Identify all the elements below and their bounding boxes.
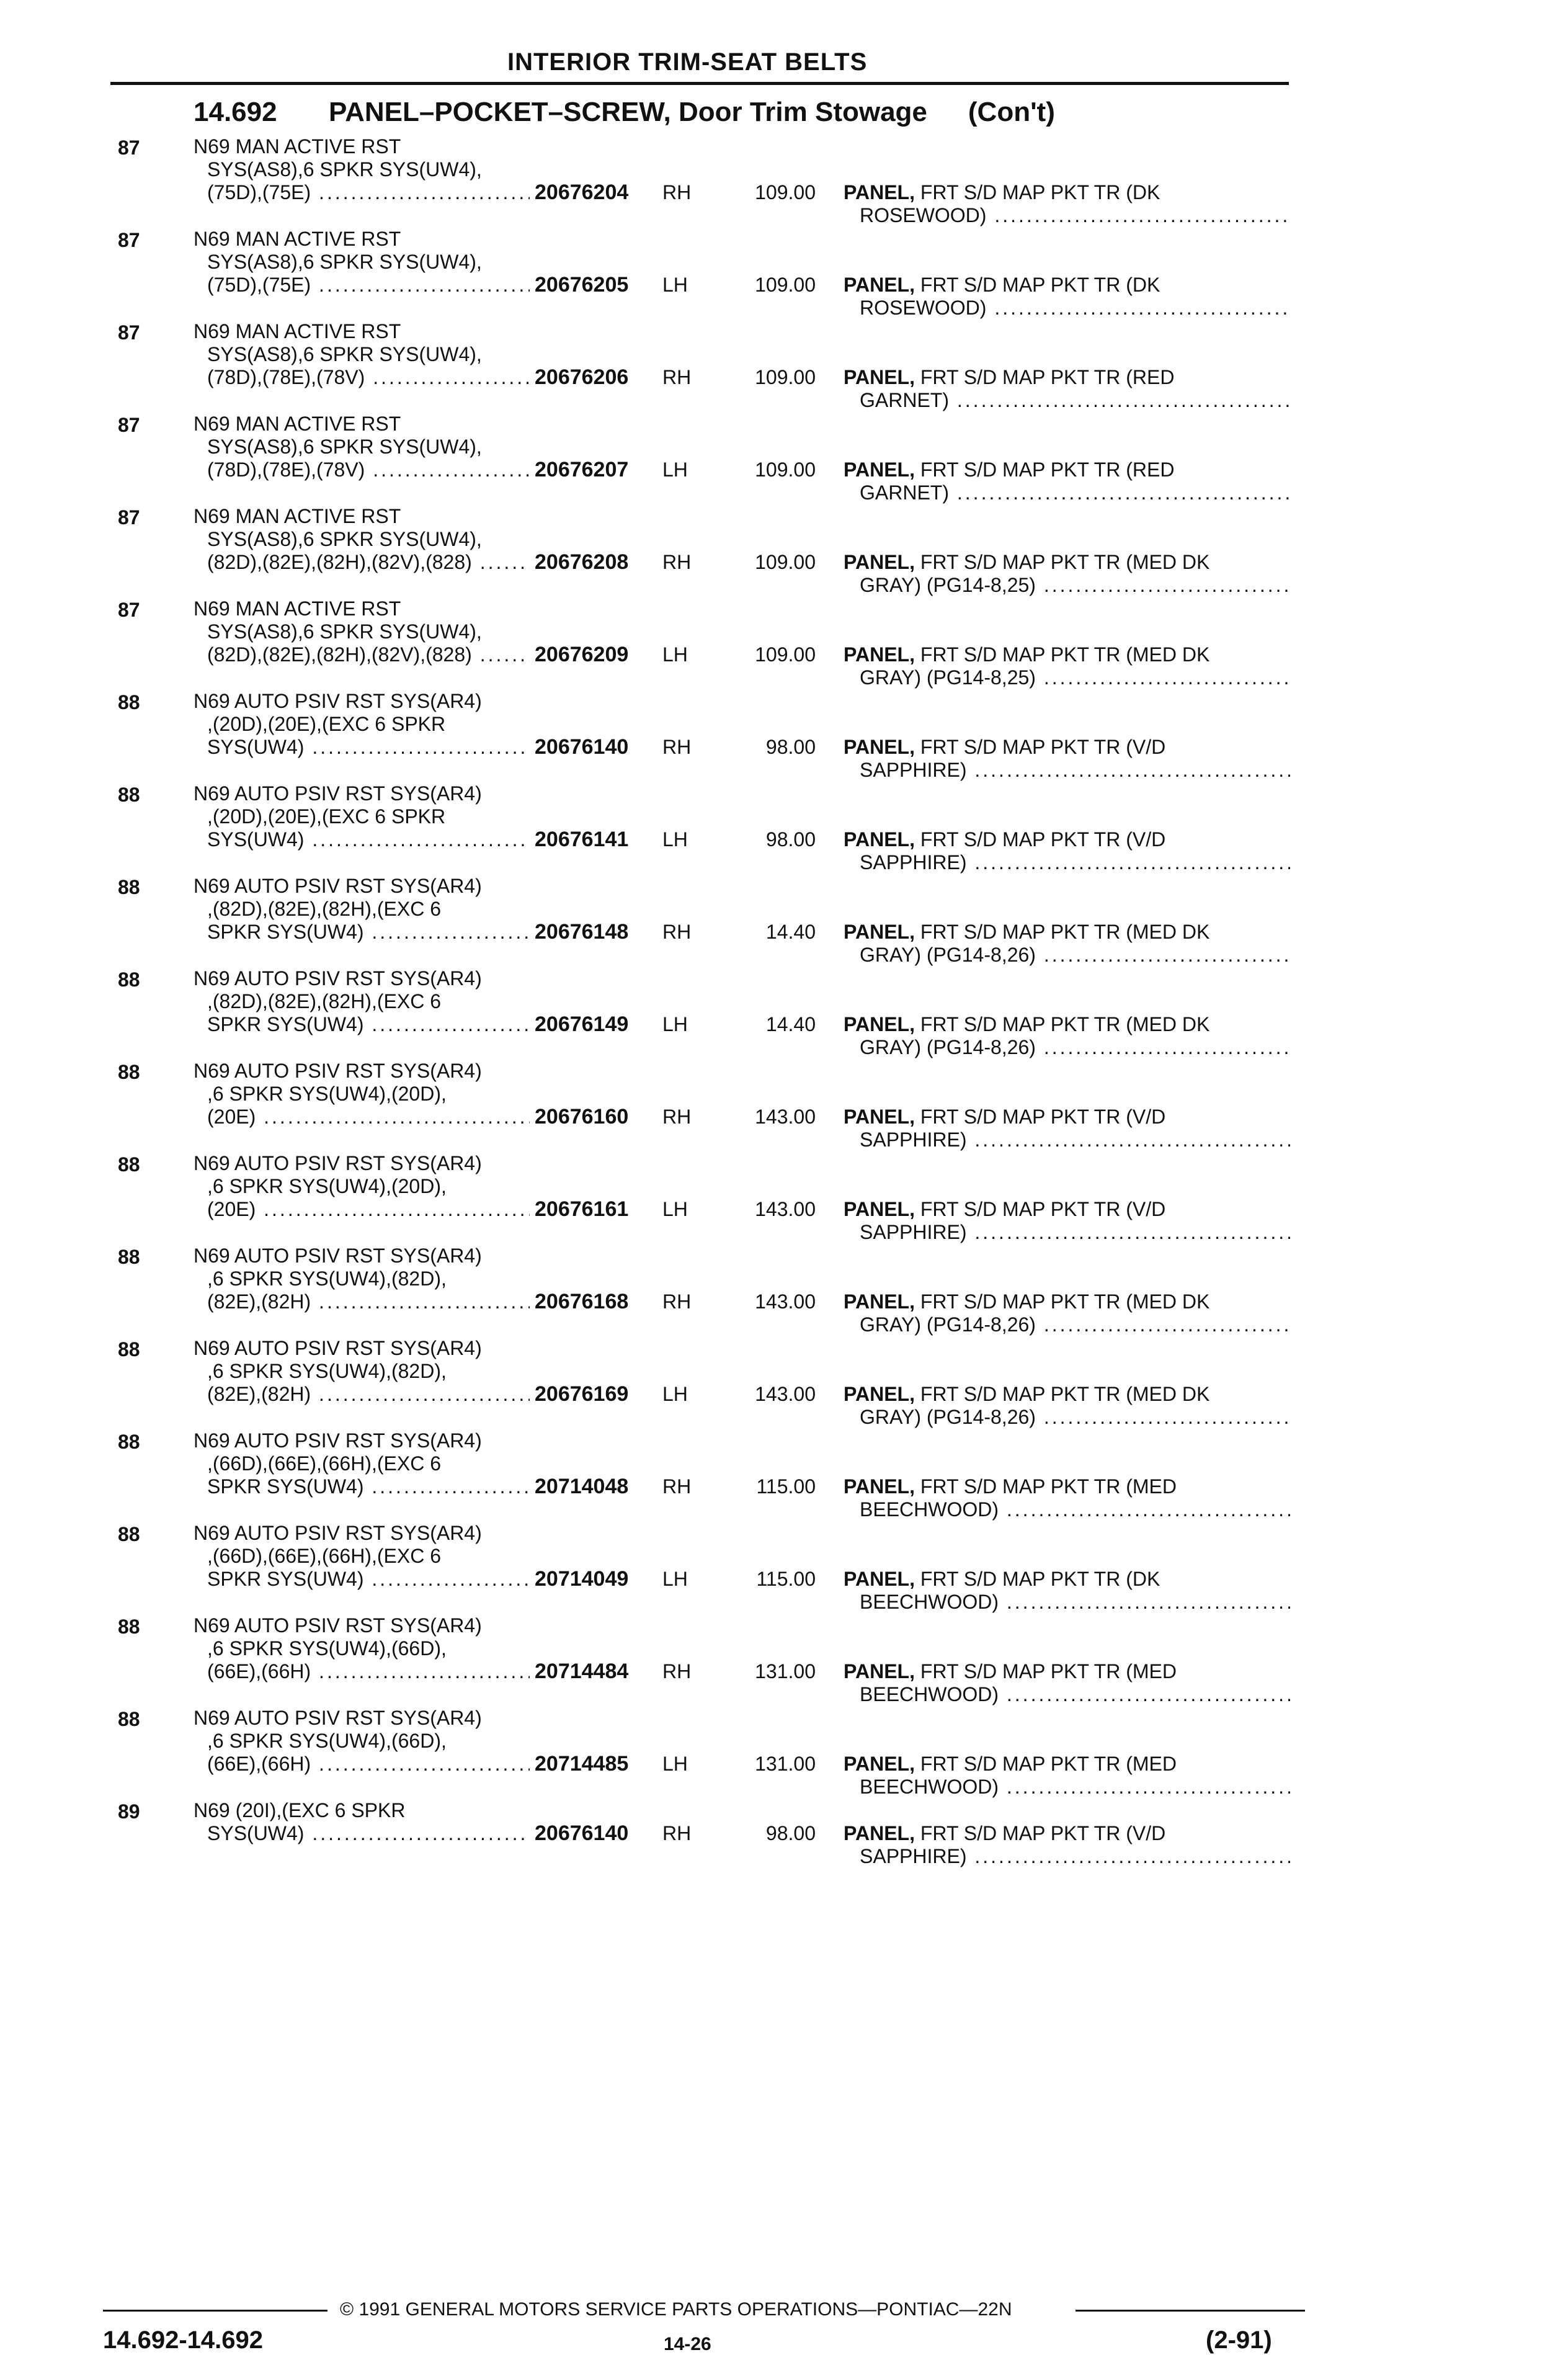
section-continued: (Con't) — [968, 97, 1055, 127]
part-description — [844, 1822, 1290, 1868]
part-number: 20676207 — [535, 458, 629, 481]
price: 98.00 — [765, 828, 816, 851]
part-description-line: PANEL, FRT S/D MAP PKT TR (MED — [844, 1753, 1177, 1775]
part-description — [844, 643, 1290, 689]
usage-line: N69 AUTO PSIV RST SYS(AR4) — [194, 1614, 482, 1637]
usage-line: N69 MAN ACTIVE RST — [194, 320, 401, 342]
section-number: 14.692 — [194, 97, 277, 127]
part-description-line: PANEL, FRT S/D MAP PKT TR (V/D — [844, 736, 1166, 758]
parts-entry — [0, 870, 1568, 966]
part-description-line: PANEL, FRT S/D MAP PKT TR (DK — [844, 181, 1160, 203]
part-description — [844, 736, 1290, 782]
part-number: 20714485 — [535, 1752, 629, 1776]
part-description-line: GRAY) (PG14-8,25) ..... — [844, 666, 1290, 689]
parts-entry — [0, 1702, 1568, 1798]
usage-line: SYS(UW4) ..... — [194, 1822, 530, 1845]
ref-number: 87 — [118, 414, 140, 436]
usage-line: N69 AUTO PSIV RST SYS(AR4) — [194, 1707, 482, 1729]
usage-line: SYS(AS8),6 SPKR SYS(UW4), — [207, 158, 482, 181]
usage-line: (20E) ..... — [194, 1106, 530, 1128]
usage-description — [194, 228, 530, 297]
part-description-line: PANEL, FRT S/D MAP PKT TR (MED DK — [844, 1383, 1210, 1405]
parts-entry — [0, 1055, 1568, 1151]
usage-line: (82D),(82E),(82H),(82V),(828) ..... — [194, 643, 530, 666]
parts-entry — [0, 1794, 1568, 1887]
usage-description — [194, 597, 530, 666]
usage-description — [194, 782, 530, 851]
parts-entry — [0, 962, 1568, 1058]
side-code: LH — [662, 828, 688, 851]
ref-number: 87 — [118, 506, 140, 529]
usage-line: SYS(UW4) ..... — [194, 828, 530, 851]
side-code: RH — [662, 366, 692, 388]
parts-entry — [0, 685, 1568, 781]
side-code: RH — [662, 1822, 692, 1844]
side-code: LH — [662, 1753, 688, 1775]
parts-entry — [0, 223, 1568, 319]
ref-number: 88 — [118, 1338, 140, 1361]
price: 143.00 — [755, 1383, 816, 1405]
parts-entry — [0, 130, 1568, 226]
usage-line: SPKR SYS(UW4) ..... — [194, 1013, 530, 1036]
parts-entry — [0, 500, 1568, 596]
part-number: 20676169 — [535, 1382, 629, 1406]
side-code: RH — [662, 1660, 692, 1682]
parts-entry — [0, 1424, 1568, 1521]
side-code: LH — [662, 643, 688, 666]
usage-description — [194, 1614, 530, 1683]
usage-description — [194, 135, 530, 204]
side-code: RH — [662, 736, 692, 758]
price: 14.40 — [765, 921, 816, 943]
footer-date: (2-91) — [1206, 2326, 1272, 2354]
usage-line: (75D),(75E) ..... — [194, 274, 530, 297]
part-number: 20714048 — [535, 1475, 629, 1498]
side-code: LH — [662, 458, 688, 481]
part-description — [844, 1660, 1290, 1706]
usage-line: N69 MAN ACTIVE RST — [194, 135, 401, 158]
section-title: PANEL–POCKET–SCREW, Door Trim Stowage — [329, 97, 927, 127]
usage-line: N69 AUTO PSIV RST SYS(AR4) — [194, 967, 482, 990]
price: 109.00 — [755, 181, 816, 203]
usage-description — [194, 320, 530, 389]
part-number: 20676209 — [535, 643, 629, 666]
usage-description — [194, 1152, 530, 1221]
usage-line: N69 AUTO PSIV RST SYS(AR4) — [194, 875, 482, 897]
usage-line: N69 MAN ACTIVE RST — [194, 505, 401, 527]
part-number: 20676148 — [535, 920, 629, 944]
parts-entry — [0, 1147, 1568, 1243]
usage-line: N69 AUTO PSIV RST SYS(AR4) — [194, 1152, 482, 1174]
side-code: RH — [662, 551, 692, 573]
ref-number: 87 — [118, 321, 140, 344]
usage-line: (78D),(78E),(78V) ..... — [194, 366, 530, 389]
usage-line: SYS(AS8),6 SPKR SYS(UW4), — [207, 251, 482, 273]
part-description-line: PANEL, FRT S/D MAP PKT TR (DK — [844, 274, 1160, 296]
usage-line: N69 AUTO PSIV RST SYS(AR4) — [194, 1245, 482, 1267]
side-code: LH — [662, 1383, 688, 1405]
part-description-line: PANEL, FRT S/D MAP PKT TR (MED DK — [844, 921, 1210, 943]
parts-entry — [0, 1332, 1568, 1428]
usage-line: ,6 SPKR SYS(UW4),(82D), — [207, 1360, 447, 1382]
usage-description — [194, 690, 530, 759]
part-number: 20676205 — [535, 273, 629, 297]
ref-number: 88 — [118, 1615, 140, 1638]
part-description-line: SAPPHIRE) ..... — [844, 1845, 1290, 1868]
part-description-line: GRAY) (PG14-8,25) ..... — [844, 574, 1290, 597]
parts-entry — [0, 1609, 1568, 1705]
parts-list — [0, 130, 1568, 1887]
usage-line: ,(82D),(82E),(82H),(EXC 6 — [207, 898, 441, 920]
footer-range: 14.692-14.692 — [103, 2326, 264, 2354]
part-description — [844, 366, 1290, 412]
part-number: 20714484 — [535, 1660, 629, 1683]
part-description-line: ROSEWOOD) ..... — [844, 204, 1290, 227]
price: 14.40 — [765, 1013, 816, 1035]
usage-description — [194, 1245, 530, 1313]
side-code: LH — [662, 274, 688, 296]
side-code: RH — [662, 1475, 692, 1498]
footer-page-number: 14-26 — [664, 2334, 711, 2354]
part-description-line: BEECHWOOD) ..... — [844, 1683, 1290, 1706]
usage-line: (82E),(82H) ..... — [194, 1290, 530, 1313]
price: 109.00 — [755, 274, 816, 296]
footer-rule-right — [1076, 2310, 1305, 2312]
part-number: 20676206 — [535, 365, 629, 389]
part-description-line: SAPPHIRE) ..... — [844, 1128, 1290, 1151]
price: 115.00 — [756, 1568, 816, 1590]
price: 98.00 — [765, 1822, 816, 1844]
usage-description — [194, 1799, 530, 1845]
part-number: 20676161 — [535, 1197, 629, 1221]
usage-line: N69 MAN ACTIVE RST — [194, 228, 401, 250]
usage-line: (78D),(78E),(78V) ..... — [194, 458, 530, 481]
usage-line: ,(66D),(66E),(66H),(EXC 6 — [207, 1545, 441, 1567]
usage-description — [194, 1337, 530, 1406]
part-description — [844, 1198, 1290, 1244]
usage-description — [194, 1522, 530, 1591]
usage-line: SYS(UW4) ..... — [194, 736, 530, 759]
part-description-line: GARNET) ..... — [844, 481, 1290, 504]
side-code: LH — [662, 1568, 688, 1590]
usage-line: N69 AUTO PSIV RST SYS(AR4) — [194, 1429, 482, 1452]
usage-line: N69 AUTO PSIV RST SYS(AR4) — [194, 690, 482, 712]
part-description-line: PANEL, FRT S/D MAP PKT TR (V/D — [844, 828, 1166, 851]
usage-line: SPKR SYS(UW4) ..... — [194, 1568, 530, 1591]
ref-number: 88 — [118, 1708, 140, 1730]
parts-entry — [0, 592, 1568, 689]
page-header — [110, 45, 1289, 85]
price: 115.00 — [756, 1475, 816, 1498]
usage-line: SPKR SYS(UW4) ..... — [194, 921, 530, 944]
usage-line: ,6 SPKR SYS(UW4),(82D), — [207, 1267, 447, 1290]
usage-line: ,(20D),(20E),(EXC 6 SPKR — [207, 805, 446, 828]
ref-number: 88 — [118, 691, 140, 713]
usage-line: SYS(AS8),6 SPKR SYS(UW4), — [207, 620, 482, 643]
part-description — [844, 551, 1290, 597]
part-description-line: PANEL, FRT S/D MAP PKT TR (MED DK — [844, 1013, 1210, 1035]
usage-line: ,(82D),(82E),(82H),(EXC 6 — [207, 990, 441, 1012]
part-description-line: SAPPHIRE) ..... — [844, 759, 1290, 782]
price: 143.00 — [755, 1198, 816, 1220]
part-number: 20676140 — [535, 1821, 629, 1845]
part-description-line: PANEL, FRT S/D MAP PKT TR (RED — [844, 458, 1175, 481]
part-description-line: PANEL, FRT S/D MAP PKT TR (RED — [844, 366, 1175, 388]
section-heading — [194, 97, 1055, 128]
parts-entry — [0, 1240, 1568, 1336]
parts-entry — [0, 315, 1568, 411]
ref-number: 87 — [118, 599, 140, 621]
part-description — [844, 181, 1290, 227]
parts-entry — [0, 1517, 1568, 1613]
part-description — [844, 1383, 1290, 1429]
usage-line: ,6 SPKR SYS(UW4),(66D), — [207, 1637, 447, 1660]
footer-copyright: © 1991 GENERAL MOTORS SERVICE PARTS OPERATIONS—PONTIAC—22N — [340, 2299, 1012, 2320]
usage-line: ,6 SPKR SYS(UW4),(66D), — [207, 1730, 447, 1752]
part-description-line: PANEL, FRT S/D MAP PKT TR (MED — [844, 1475, 1177, 1498]
part-description — [844, 458, 1290, 504]
ref-number: 87 — [118, 229, 140, 251]
side-code: RH — [662, 1290, 692, 1313]
ref-number: 88 — [118, 1153, 140, 1176]
part-description-line: PANEL, FRT S/D MAP PKT TR (MED DK — [844, 643, 1210, 666]
part-number: 20676168 — [535, 1290, 629, 1313]
part-description-line: GRAY) (PG14-8,26) ..... — [844, 944, 1290, 967]
part-number: 20676160 — [535, 1105, 629, 1128]
usage-description — [194, 875, 530, 944]
part-number: 20676149 — [535, 1012, 629, 1036]
ref-number: 88 — [118, 876, 140, 898]
usage-line: SPKR SYS(UW4) ..... — [194, 1475, 530, 1498]
side-code: LH — [662, 1013, 688, 1035]
ref-number: 88 — [118, 1523, 140, 1545]
part-description — [844, 1290, 1290, 1336]
usage-line: (75D),(75E) ..... — [194, 181, 530, 204]
part-description — [844, 1475, 1290, 1521]
usage-line: N69 MAN ACTIVE RST — [194, 597, 401, 620]
price: 143.00 — [755, 1290, 816, 1313]
ref-number: 89 — [118, 1800, 140, 1823]
parts-entry — [0, 408, 1568, 504]
usage-line: N69 AUTO PSIV RST SYS(AR4) — [194, 782, 482, 805]
usage-line: N69 AUTO PSIV RST SYS(AR4) — [194, 1060, 482, 1082]
usage-line: (82E),(82H) ..... — [194, 1383, 530, 1406]
part-description-line: ROSEWOOD) ..... — [844, 297, 1290, 320]
part-number: 20714049 — [535, 1567, 629, 1591]
part-description — [844, 1568, 1290, 1614]
part-description-line: PANEL, FRT S/D MAP PKT TR (MED — [844, 1660, 1177, 1682]
part-description-line: BEECHWOOD) ..... — [844, 1591, 1290, 1614]
usage-description — [194, 1429, 530, 1498]
usage-line: ,(66D),(66E),(66H),(EXC 6 — [207, 1452, 441, 1475]
ref-number: 88 — [118, 1431, 140, 1453]
side-code: LH — [662, 1198, 688, 1220]
usage-description — [194, 505, 530, 574]
usage-line: N69 MAN ACTIVE RST — [194, 413, 401, 435]
part-number: 20676208 — [535, 550, 629, 574]
side-code: RH — [662, 181, 692, 203]
part-description — [844, 1753, 1290, 1799]
side-code: RH — [662, 921, 692, 943]
price: 109.00 — [755, 458, 816, 481]
usage-line: SYS(AS8),6 SPKR SYS(UW4), — [207, 436, 482, 458]
part-description-line: GARNET) ..... — [844, 389, 1290, 412]
part-description — [844, 274, 1290, 320]
footer-rule-left — [103, 2310, 327, 2312]
price: 131.00 — [755, 1753, 816, 1775]
usage-line: (20E) ..... — [194, 1198, 530, 1221]
usage-line: N69 AUTO PSIV RST SYS(AR4) — [194, 1337, 482, 1359]
part-description-line: PANEL, FRT S/D MAP PKT TR (MED DK — [844, 551, 1210, 573]
usage-description — [194, 413, 530, 481]
part-description — [844, 921, 1290, 967]
usage-description — [194, 1060, 530, 1128]
parts-entry — [0, 777, 1568, 874]
part-number: 20676204 — [535, 181, 629, 204]
price: 98.00 — [765, 736, 816, 758]
ref-number: 88 — [118, 1246, 140, 1268]
part-description-line: BEECHWOOD) ..... — [844, 1776, 1290, 1799]
part-description-line: PANEL, FRT S/D MAP PKT TR (DK — [844, 1568, 1160, 1590]
part-description-line: GRAY) (PG14-8,26) ..... — [844, 1036, 1290, 1059]
part-description — [844, 828, 1290, 874]
price: 131.00 — [755, 1660, 816, 1682]
usage-line: SYS(AS8),6 SPKR SYS(UW4), — [207, 343, 482, 365]
price: 143.00 — [755, 1106, 816, 1128]
usage-line: N69 (20I),(EXC 6 SPKR — [194, 1799, 406, 1821]
usage-line: (66E),(66H) ..... — [194, 1753, 530, 1776]
part-description-line: PANEL, FRT S/D MAP PKT TR (V/D — [844, 1822, 1166, 1844]
part-number: 20676140 — [535, 735, 629, 759]
part-description-line: GRAY) (PG14-8,26) ..... — [844, 1313, 1290, 1336]
usage-line: ,6 SPKR SYS(UW4),(20D), — [207, 1083, 447, 1105]
price: 109.00 — [755, 643, 816, 666]
part-description-line: GRAY) (PG14-8,26) ..... — [844, 1406, 1290, 1429]
ref-number: 88 — [118, 1061, 140, 1083]
price: 109.00 — [755, 366, 816, 388]
usage-line: ,(20D),(20E),(EXC 6 SPKR — [207, 713, 446, 735]
page-title: INTERIOR TRIM-SEAT BELTS — [507, 48, 868, 76]
usage-description — [194, 1707, 530, 1776]
part-description-line: PANEL, FRT S/D MAP PKT TR (V/D — [844, 1198, 1166, 1220]
price: 109.00 — [755, 551, 816, 573]
usage-line: SYS(AS8),6 SPKR SYS(UW4), — [207, 528, 482, 550]
usage-line: ,6 SPKR SYS(UW4),(20D), — [207, 1175, 447, 1197]
part-description-line: PANEL, FRT S/D MAP PKT TR (V/D — [844, 1106, 1166, 1128]
part-description — [844, 1106, 1290, 1151]
part-description-line: SAPPHIRE) ..... — [844, 1221, 1290, 1244]
part-description-line: SAPPHIRE) ..... — [844, 851, 1290, 874]
usage-line: (82D),(82E),(82H),(82V),(828) ..... — [194, 551, 530, 574]
part-number: 20676141 — [535, 828, 629, 851]
usage-line: N69 AUTO PSIV RST SYS(AR4) — [194, 1522, 482, 1544]
ref-number: 88 — [118, 784, 140, 806]
part-description-line: BEECHWOOD) ..... — [844, 1498, 1290, 1521]
ref-number: 88 — [118, 968, 140, 991]
ref-number: 87 — [118, 136, 140, 159]
part-description — [844, 1013, 1290, 1059]
part-description-line: PANEL, FRT S/D MAP PKT TR (MED DK — [844, 1290, 1210, 1313]
side-code: RH — [662, 1106, 692, 1128]
usage-description — [194, 967, 530, 1036]
usage-line: (66E),(66H) ..... — [194, 1660, 530, 1683]
